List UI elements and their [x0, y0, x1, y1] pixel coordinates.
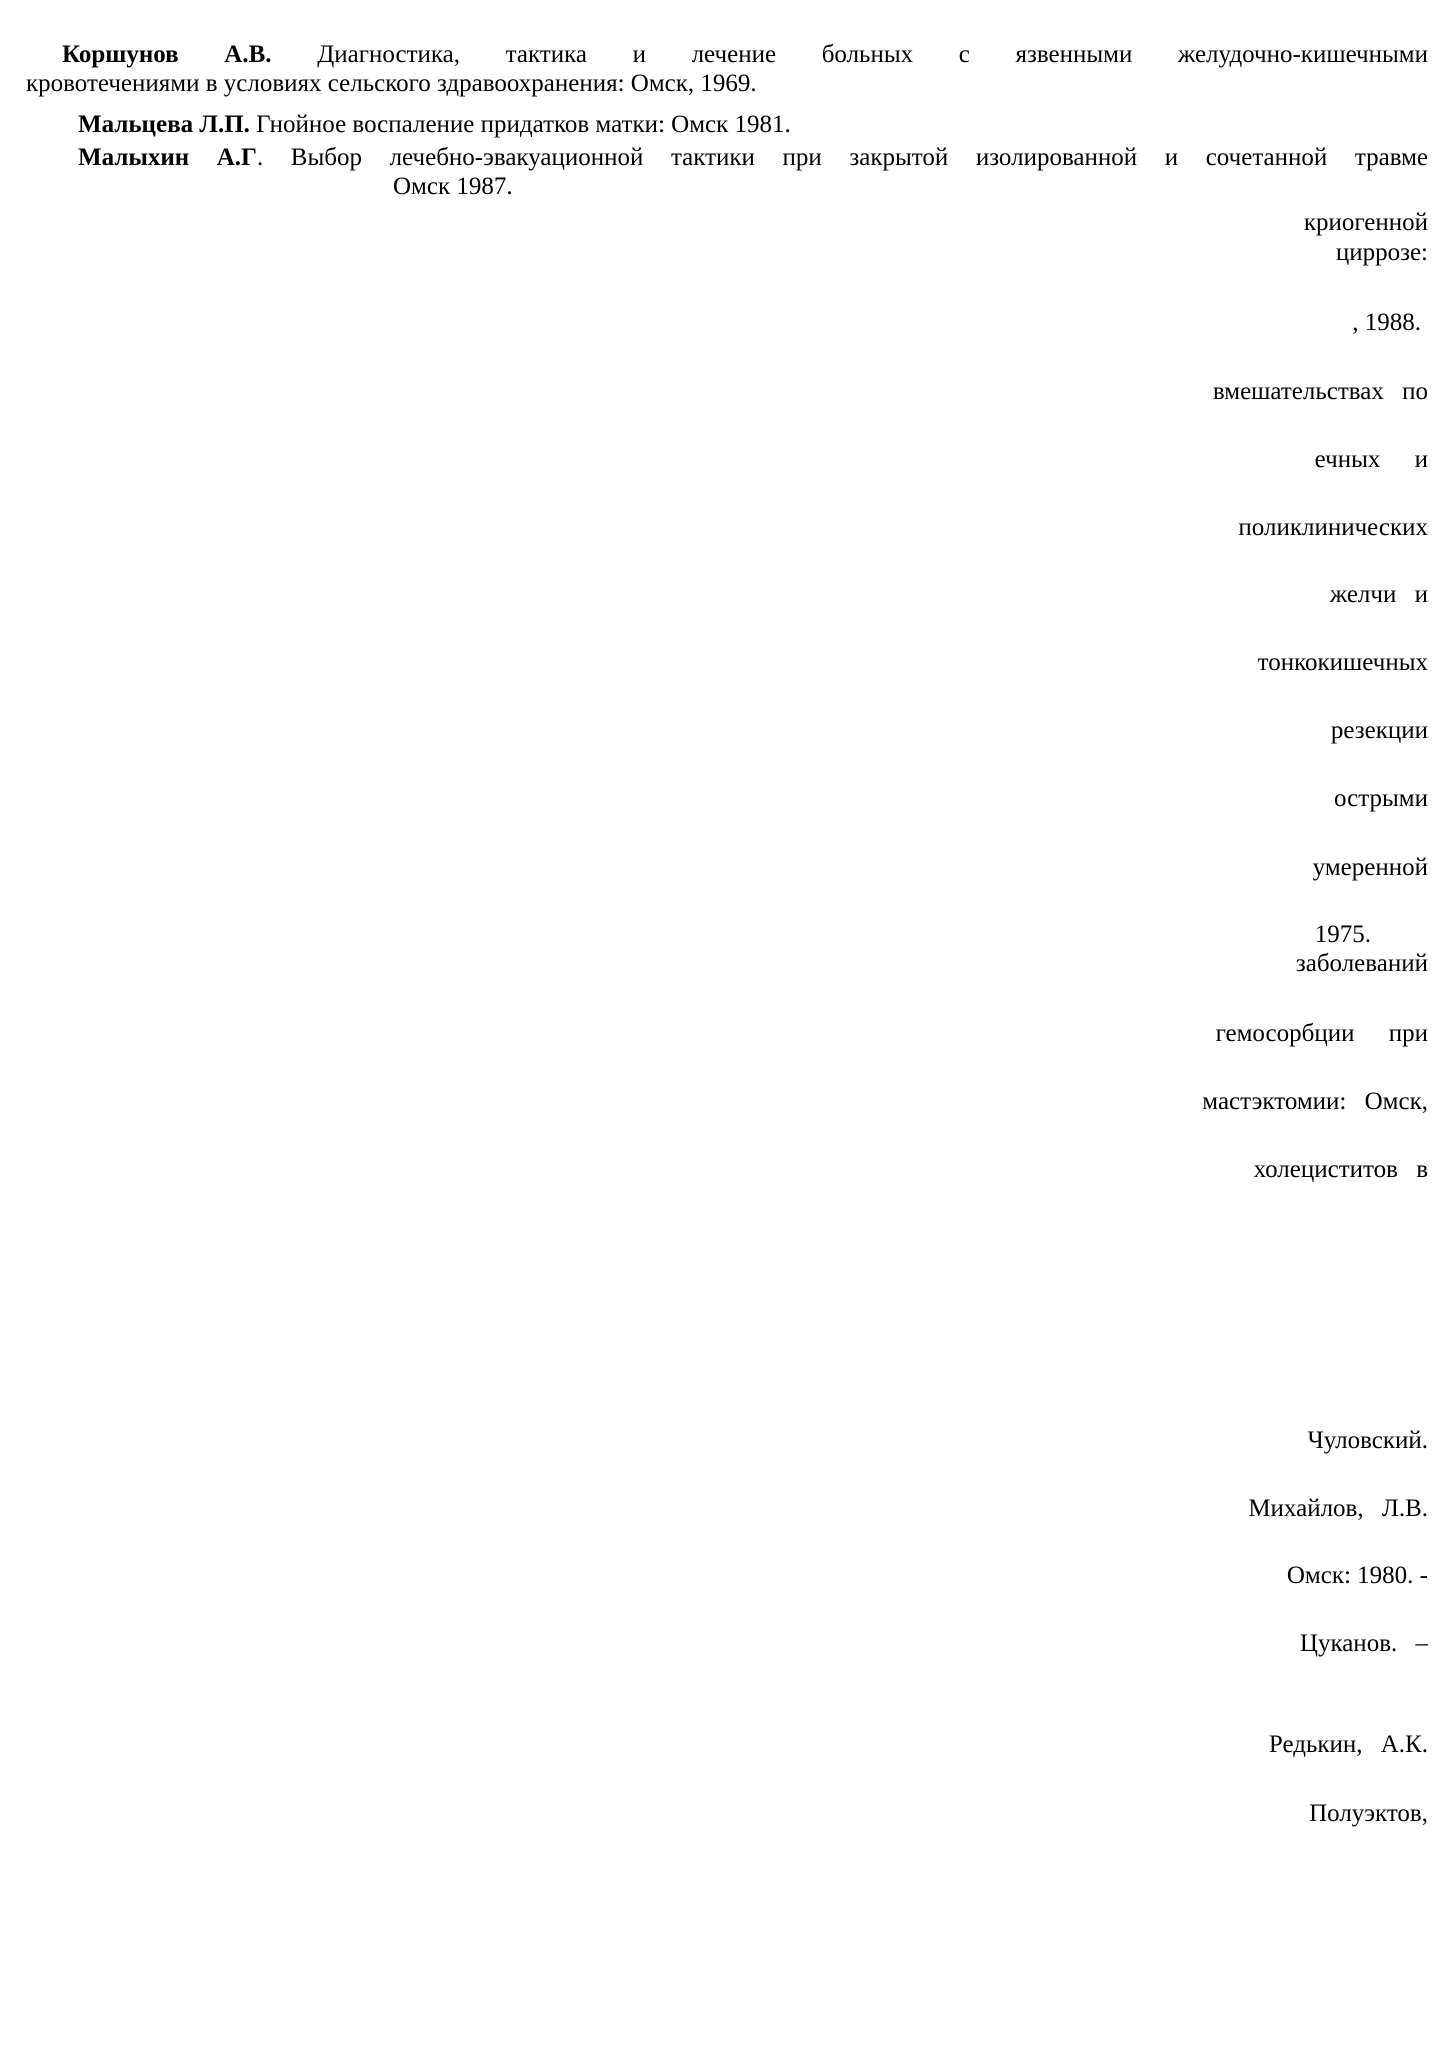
- entry-author: Малыхин А.Г: [78, 144, 257, 171]
- text-fragment: Цуканов. –: [1299, 1630, 1428, 1657]
- entry-continuation: Омск 1987.: [393, 173, 513, 200]
- text-fragment: криогенной: [1303, 209, 1428, 236]
- text-fragment: холециститов в: [1253, 1156, 1428, 1183]
- bibliography-entry-maltseva: [26, 110, 1428, 139]
- text-fragment: 1975.: [1314, 921, 1371, 948]
- text-fragment: ечных и: [1314, 446, 1428, 473]
- text-fragment: Михайлов, Л.В.: [1248, 1495, 1428, 1522]
- bibliography-entry-korshunov: [26, 40, 1428, 98]
- entry-continuation: кровотечениями в условиях сельского здравоохранения: Омск, 1969.: [26, 70, 757, 97]
- text-fragment: острыми: [1334, 785, 1428, 812]
- text-fragment: , 1988.: [1352, 309, 1421, 336]
- text-fragment: Полуэктов,: [1309, 1800, 1428, 1827]
- text-fragment: Редькин, А.К.: [1268, 1731, 1428, 1758]
- text-fragment: гемосорбции при: [1215, 1020, 1428, 1047]
- text-fragment: Чуловский.: [1307, 1427, 1428, 1454]
- text-fragment: умеренной: [1312, 854, 1428, 881]
- text-fragment: вмешательствах по: [1212, 378, 1428, 405]
- entry-title: Диагностика, тактика и лечение больных с язвенными желудочно-кишечными: [317, 41, 1429, 68]
- text-fragment: тонкокишечных: [1257, 649, 1428, 676]
- text-fragment: циррозе:: [1335, 239, 1428, 266]
- text-fragment: Омск: 1980. -: [1286, 1562, 1428, 1589]
- text-fragment: заболеваний: [1295, 950, 1428, 977]
- entry-author: Мальцева Л.П.: [78, 111, 250, 138]
- text-fragment: мастэктомии: Омск,: [1202, 1088, 1428, 1115]
- text-fragment: желчи и: [1329, 581, 1428, 608]
- entry-author: Коршунов А.В.: [62, 41, 272, 68]
- bibliography-entry-malykhin: [26, 143, 1428, 201]
- entry-title: Гнойное воспаление придатков матки: Омск 1981.: [256, 111, 791, 138]
- text-fragment: резекции: [1330, 717, 1428, 744]
- entry-title: . Выбор лечебно-эвакуационной тактики при закрытой изолированной и сочетанной травме: [256, 144, 1428, 171]
- text-fragment: поликлинических: [1238, 514, 1428, 541]
